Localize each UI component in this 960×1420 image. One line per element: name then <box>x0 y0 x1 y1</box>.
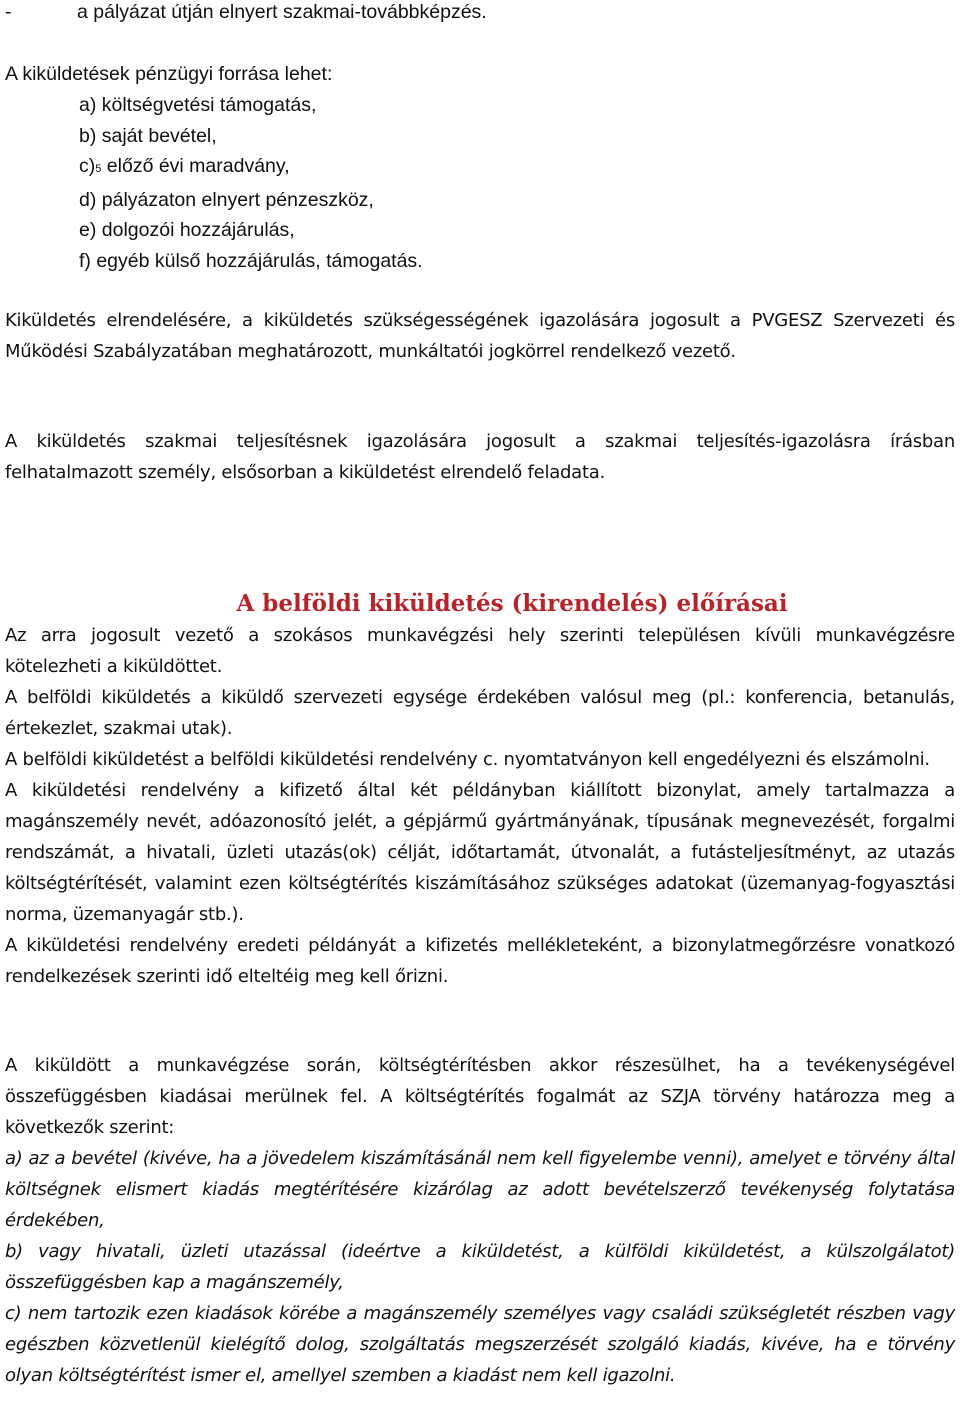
order-paragraph: Kiküldetés elrendelésére, a kiküldetés szükségességének igazolására jogosult a PVGESZ Szervezeti és Működési Szabályzatában meghatározott, munkáltatói jogkörrel rendelkező vezető. <box>5 310 955 362</box>
list-item-text: a pályázat útján elnyert szakmai-továbbképzés. <box>77 1 487 23</box>
list-item-continuation <box>5 0 487 28</box>
section-paragraph-contents: A kiküldetési rendelvény a kifizető által két példányban kiállított bizonylat, amely tartalmazza a magánszemély nevét, adóazonosító jelét, a gépjármű gyártmányának, típusának megnevezését, forgalmi rendszámát, a hivatali, üzleti utazás(ok) célját, időtartamát, útvonalát, a futásteljesítményt, az utazás költségtérítését, valamint ezen költségtérítés kiszámításához szükséges adatokat (üzemanyag-fogyasztási norma, üzemanyagár stb.). <box>5 780 955 925</box>
funding-item-c-letter: c) <box>79 155 96 177</box>
footnote-mark: 5 <box>95 163 102 175</box>
section-paragraph-form: A belföldi kiküldetést a belföldi kiküldetési rendelvény c. nyomtatványon kell engedélyezni és elszámolni. <box>5 749 930 770</box>
certification-paragraph: A kiküldetés szakmai teljesítésnek igazolására jogosult a szakmai teljesítés-igazolásra írásban felhatalmazott személy, elsősorban a kiküldetést elrendelő feladata. <box>5 431 955 483</box>
section-body <box>5 620 955 992</box>
section-paragraph-retention: A kiküldetési rendelvény eredeti példányát a kifizetés mellékleteként, a bizonylatmegőrzésre vonatkozó rendelkezések szerinti idő elteltéig meg kell őrizni. <box>5 935 955 987</box>
funding-heading: A kiküldetések pénzügyi forrása lehet: <box>5 63 333 85</box>
funding-item-a: a) költségvetési támogatás, <box>79 94 317 116</box>
law-quote-b: b) vagy hivatali, üzleti utazással (ideértve a kiküldetést, a külföldi kiküldetést, a külszolgálatot) összefüggésben kap a magánszemély, <box>5 1241 955 1293</box>
reimbursement-paragraph: A kiküldött a munkavégzése során, költségtérítésben akkor részesülhet, ha a tevékenységével összefüggésben kiadásai merülnek fel. A költségtérítés fogalmát az SZJA törvény határozza meg a következők szerint: <box>5 1055 955 1138</box>
section-paragraph-authority: Az arra jogosult vezető a szokásos munkavégzési hely szerinti településen kívüli munkavégzésre kötelezheti a kiküldöttet. <box>5 625 955 677</box>
law-quote-a: a) az a bevétel (kivéve, ha a jövedelem kiszámításánál nem kell figyelembe venni), amelyet e törvény által költségnek elismert kiadás megtérítésére kizárólag az adott bevételszerző tevékenység folytatása érdekében, <box>5 1148 955 1231</box>
reimbursement-body <box>5 1050 955 1391</box>
funding-item-e: e) dolgozói hozzájárulás, <box>79 219 295 241</box>
funding-list <box>79 90 423 276</box>
funding-item-b: b) saját bevétel, <box>79 124 217 147</box>
section-title: A belföldi kiküldetés (kirendelés) előírásai <box>236 590 788 617</box>
funding-item-c <box>79 151 423 185</box>
funding-item-d: d) pályázaton elnyert pénzeszköz, <box>79 188 374 211</box>
list-dash: - <box>5 1 12 23</box>
law-quote-c: c) nem tartozik ezen kiadások körébe a magánszemély személyes vagy családi szükségletét részben vagy egészben közvetlenül kielégítő dolog, szolgáltatás megszerzését szolgáló kiadás, kivéve, ha e törvény olyan költségtérítést ismer el, amellyel szemben a kiadást nem kell igazolni. <box>5 1303 955 1386</box>
funding-item-f: f) egyéb külső hozzájárulás, támogatás. <box>79 249 423 272</box>
funding-item-c-text: előző évi maradvány, <box>106 155 290 177</box>
section-paragraph-purpose: A belföldi kiküldetés a kiküldő szervezeti egysége érdekében valósul meg (pl.: konferencia, betanulás, értekezlet, szakmai utak). <box>5 687 955 739</box>
